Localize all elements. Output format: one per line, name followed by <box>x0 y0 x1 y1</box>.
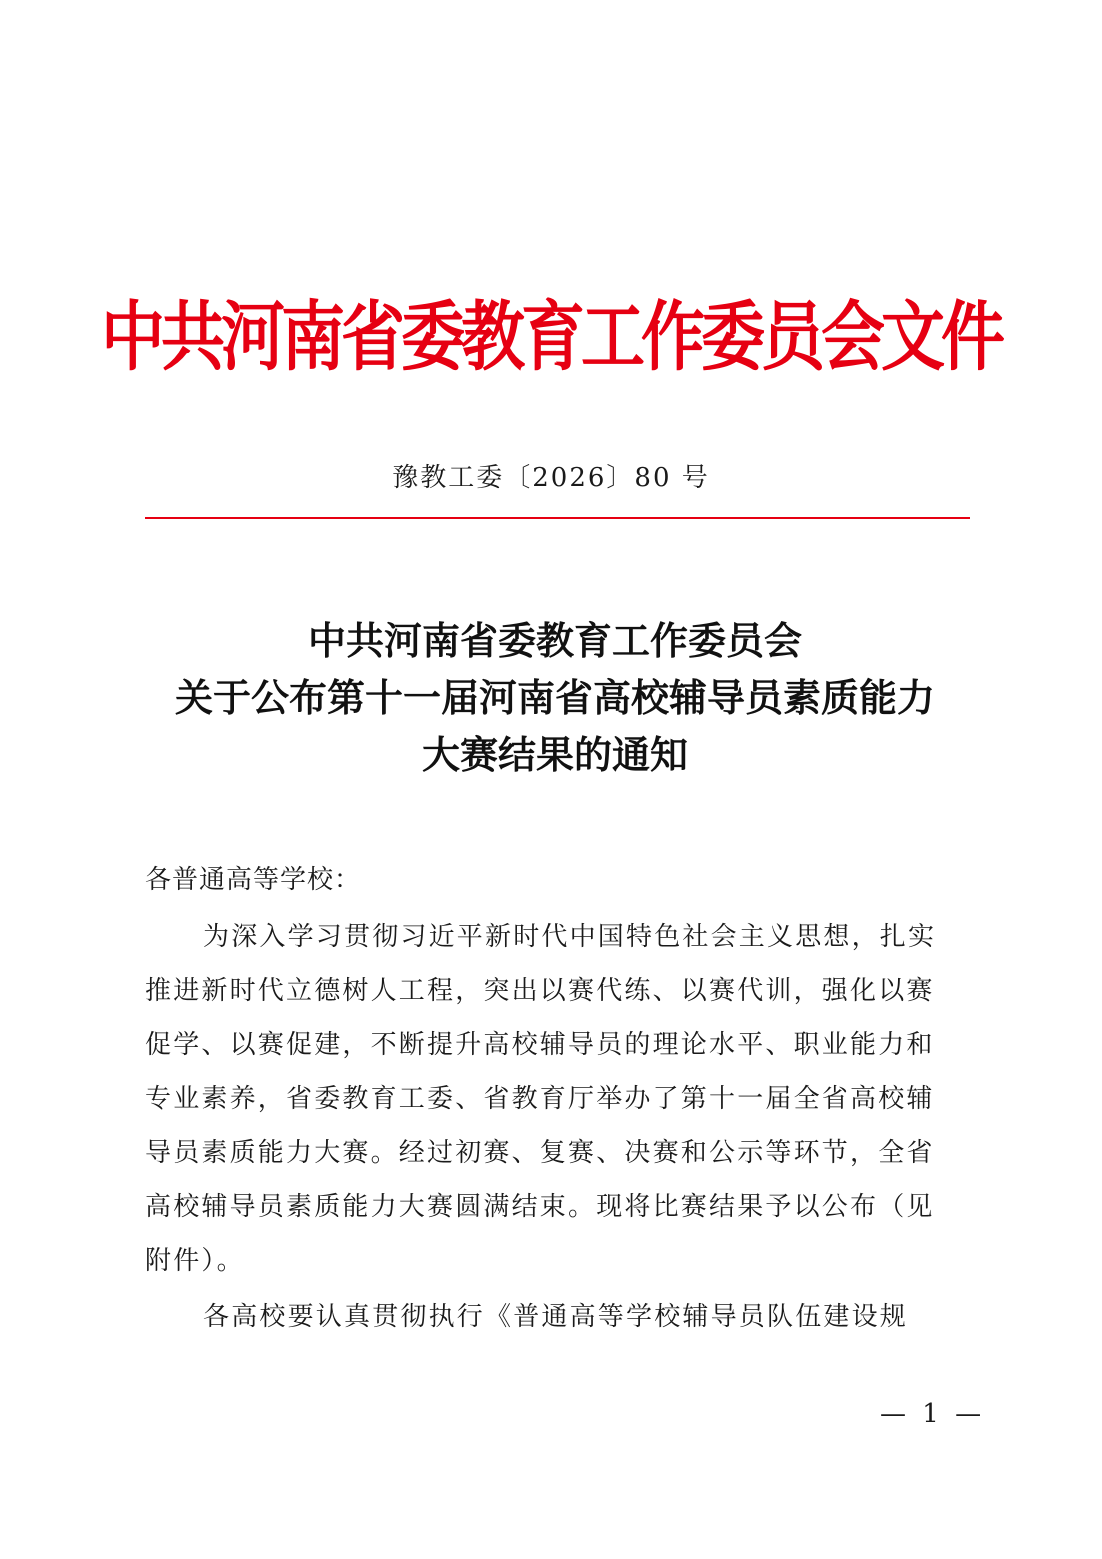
document-number: 豫教工委〔2026〕80 号 <box>392 463 710 493</box>
body-paragraph-1 <box>145 910 975 1288</box>
body-paragraph-2 <box>145 1290 975 1344</box>
red-divider-line <box>145 517 970 519</box>
page-number: — 1 — <box>880 1399 986 1429</box>
paragraph-line: 导员素质能力大赛。经过初赛、复赛、决赛和公示等环节，全省 <box>145 1138 935 1168</box>
title-line-3: 大赛结果的通知 <box>421 732 688 777</box>
paragraph-line: 推进新时代立德树人工程，突出以赛代练、以赛代训，强化以赛 <box>145 976 935 1006</box>
issuer-masthead: 中共河南省委教育工作委员会文件 <box>101 293 1001 382</box>
salutation: 各普通高等学校： <box>145 865 362 895</box>
paragraph-line: 高校辅导员素质能力大赛圆满结束。现将比赛结果予以公布（见 <box>145 1192 935 1222</box>
paragraph-line: 附件）。 <box>145 1246 245 1276</box>
paragraph-line: 促学、以赛促建，不断提升高校辅导员的理论水平、职业能力和 <box>145 1030 935 1060</box>
title-line-2: 关于公布第十一届河南省高校辅导员素质能力 <box>174 675 935 720</box>
paragraph-line: 为深入学习贯彻习近平新时代中国特色社会主义思想，扎实 <box>203 922 937 952</box>
paragraph-line: 各高校要认真贯彻执行《普通高等学校辅导员队伍建设规 <box>203 1302 909 1332</box>
document-title <box>100 612 1010 783</box>
paragraph-line: 专业素养，省委教育工委、省教育厅举办了第十一届全省高校辅 <box>145 1084 935 1114</box>
title-line-1: 中共河南省委教育工作委员会 <box>307 618 802 663</box>
